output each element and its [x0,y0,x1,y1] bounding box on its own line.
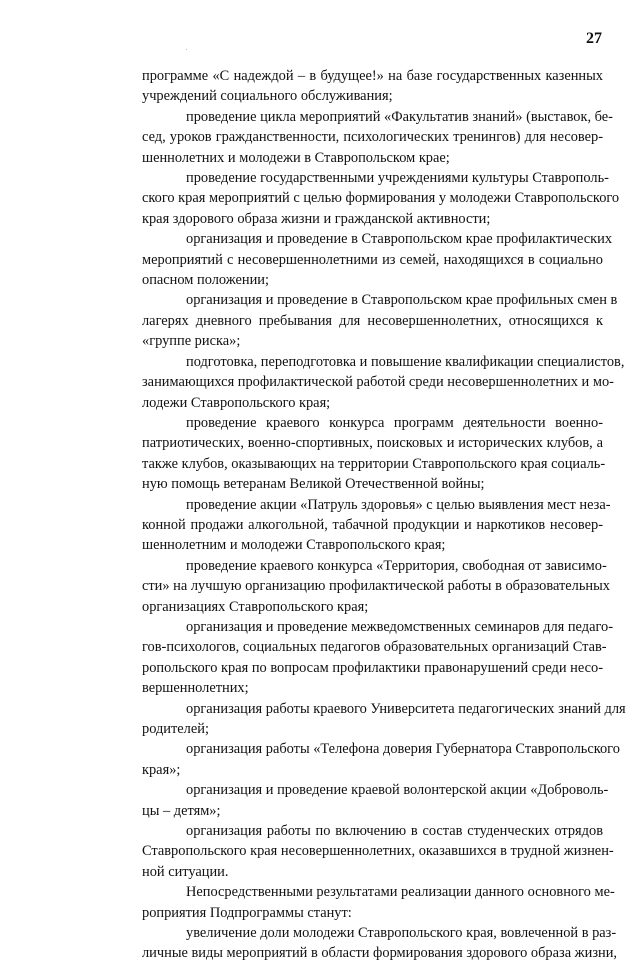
page-number: 27 [586,30,602,47]
body-text [98,66,626,964]
text-line: вершеннолетних; [142,680,249,697]
text-line: роприятия Подпрограммы станут: [142,904,352,921]
text-line: программе «С надеждой – в будущее!» на базе государственных казенных [142,68,603,84]
text-line: организация и проведение краевой волонтерской акции «Доброволь- [186,782,609,799]
paragraph [98,780,609,821]
paragraph [98,352,625,413]
scan-speck [186,49,187,50]
text-line: лагерях дневного пребывания для несовершеннолетних, относящихся к [142,312,603,329]
text-line: опасном положении; [142,272,269,289]
text-line: ной ситуации. [142,863,229,880]
paragraph [98,168,620,229]
text-line: ропольского края по вопросам профилактики правонарушений среди несо- [142,659,603,676]
paragraph [98,66,603,107]
text-line: организация работы по включению в состав студенческих отрядов [186,823,603,840]
text-line: проведение краевого конкурса программ деятельности военно- [186,414,603,431]
paragraph [98,923,618,964]
text-line: Ставропольского края несовершеннолетних, оказавшихся в трудной жизнен- [142,843,614,860]
text-line: родителей; [142,721,209,737]
text-line: края»; [142,761,181,778]
paragraph [98,107,613,168]
paragraph [98,413,606,495]
text-line: «группе риска»; [142,333,241,350]
text-line: края здорового образа жизни и гражданской активности; [142,210,491,227]
text-line: учреждений социального обслуживания; [142,88,393,105]
text-line: организация работы краевого Университета педагогических знаний для [186,700,626,717]
text-line: сед, уроков гражданственности, психологических тренингов) для несовер- [142,129,603,146]
text-line: Непосредственными результатами реализации данного основного ме- [186,884,615,901]
text-line: патриотических, военно-спортивных, поисковых и исторических клубов, а [142,435,603,452]
text-line: организация работы «Телефона доверия Губернатора Ставропольского [186,741,620,758]
text-line: проведение государственными учреждениями культуры Ставрополь- [186,170,609,187]
text-line: организация и проведение в Ставропольском крае профильных смен в [186,292,618,309]
text-line: личные виды мероприятий в области формирования здорового образа жизни, [142,945,618,962]
paragraph [98,699,626,740]
paragraph [98,556,610,617]
paragraph [98,739,620,780]
text-line: гов-психологов, социальных педагогов образовательных организаций Став- [142,639,607,656]
text-line: проведение цикла мероприятий «Факультатив знаний» (выставок, бе- [186,108,613,125]
text-line: организациях Ставропольского края; [142,598,369,615]
text-line: шеннолетних и молодежи в Ставропольском крае; [142,149,450,166]
text-line: подготовка, переподготовка и повышение квалификации специалистов, [186,353,625,370]
text-line: шеннолетним и молодежи Ставропольского края; [142,537,446,554]
paragraph [98,495,611,556]
paragraph [98,821,614,882]
text-line: проведение акции «Патруль здоровья» с целью выявления мест неза- [186,496,611,513]
text-line: цы – детям»; [142,802,221,819]
text-line: организация и проведение межведомственных семинаров для педаго- [186,618,613,635]
text-line: занимающихся профилактической работой среди несовершеннолетних и мо- [142,374,614,391]
text-line: конной продажи алкогольной, табачной продукции и наркотиков несовер- [142,516,603,533]
paragraph [98,882,615,923]
paragraph [98,229,613,290]
text-line: проведение краевого конкурса «Территория, свободная от зависимо- [186,557,607,574]
paragraph [98,617,613,699]
text-line: также клубов, оказывающих на территории Ставропольского края социаль- [142,455,606,472]
text-line: сти» на лучшую организацию профилактической работы в образовательных [142,578,610,595]
text-line: ную помощь ветеранам Великой Отечественной войны; [142,476,485,493]
text-line: мероприятий с несовершеннолетними из семей, находящихся в социально [142,251,603,268]
text-line: лодежи Ставропольского края; [142,394,331,411]
text-line: ского края мероприятий с целью формирования у молодежи Ставропольского [142,190,620,207]
text-line: организация и проведение в Ставропольском крае профилактических [186,231,613,248]
paragraph [98,290,618,351]
text-line: увеличение доли молодежи Ставропольского края, вовлеченной в раз- [186,925,617,942]
